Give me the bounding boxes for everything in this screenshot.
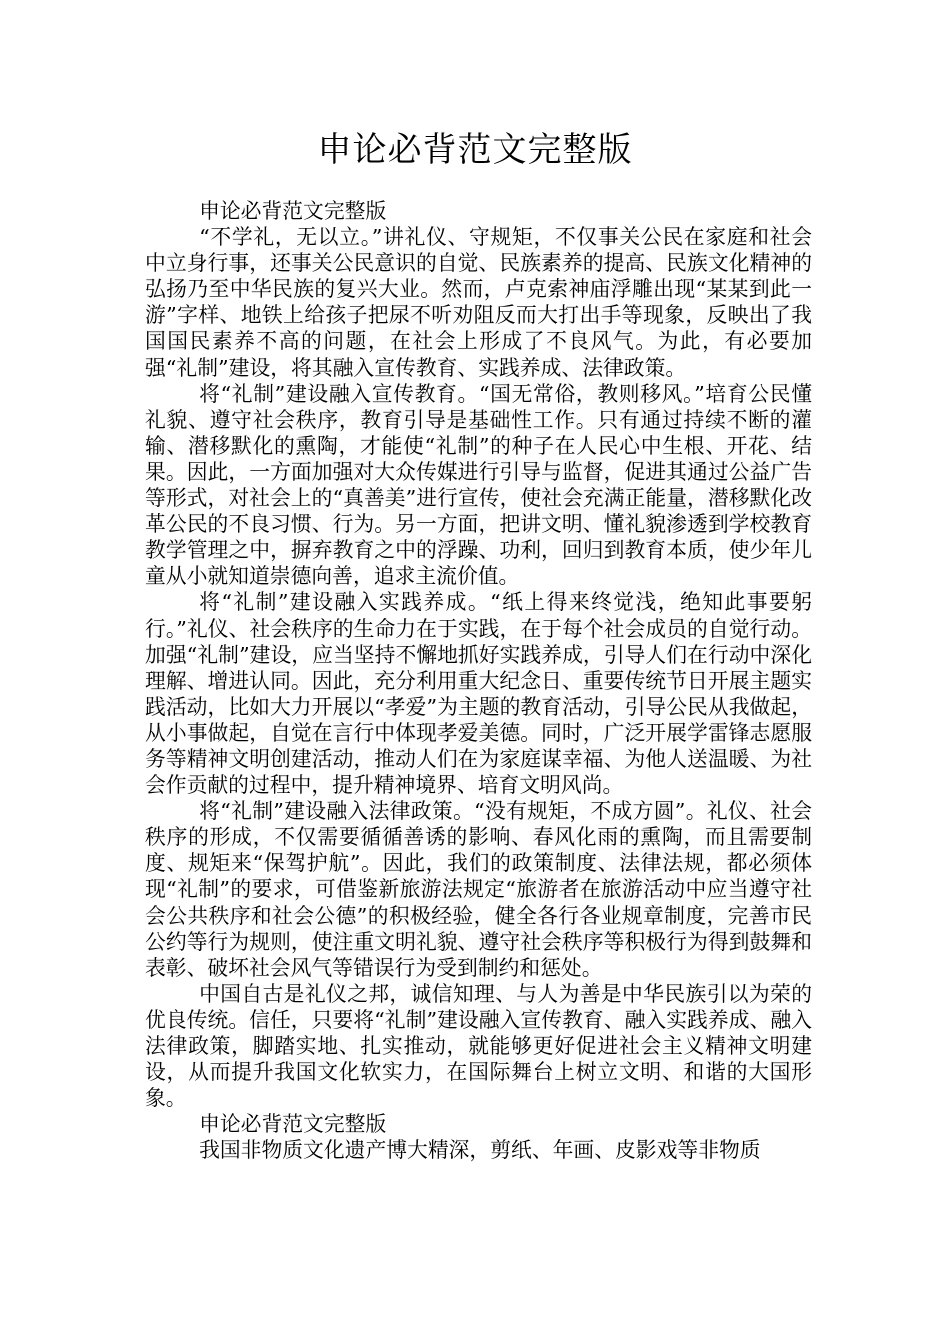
document-title: 申论必背范文完整版 (317, 130, 633, 170)
body-paragraph: 中国自古是礼仪之邦，诚信知理、与人为善是中华民族引以为荣的优良传统。信任，只要将“礼制”建设融入宣传教育、融入实践养成、融入法律政策，脚踏实地、扎实推动，就能够更好促进社会主义精神文明建设，从而提升我国文化软实力，在国际舞台上树立文明、和谐的大国形象。 (145, 981, 812, 1111)
body-paragraph: 将“礼制”建设融入法律政策。“没有规矩，不成方圆”。礼仪、社会秩序的形成，不仅需要循循善诱的影响、春风化雨的熏陶，而且需要制度、规矩来“保驾护航”。因此，我们的政策制度、法律法规，都必须体现“礼制”的要求，可借鉴新旅游法规定“旅游者在旅游活动中应当遵守社会公共秩序和社会公德”的积极经验，健全各行各业规章制度，完善市民公约等行为规则，使注重文明礼貌、遵守社会秩序等积极行为得到鼓舞和表彰、破坏社会风气等错误行为受到制约和惩处。 (145, 799, 812, 980)
subtitle-paragraph: 申论必背范文完整版 (199, 1112, 387, 1137)
body-paragraph: 我国非物质文化遗产博大精深，剪纸、年画、皮影戏等非物质 (199, 1138, 761, 1163)
body-paragraph: “不学礼，无以立。”讲礼仪、守规矩，不仅事关公民在家庭和社会中立身行事，还事关公民意识的自觉、民族素养的提高、民族文化精神的弘扬乃至中华民族的复兴大业。然而，卢克索神庙浮雕出现“某某到此一游”字样、地铁上给孩子把尿不听劝阻反而大打出手等现象，反映出了我国国民素养不高的问题，在社会上形成了不良风气。为此，有必要加强“礼制”建设，将其融入宣传教育、实践养成、法律政策。 (145, 225, 812, 380)
body-paragraph: 将“礼制”建设融入宣传教育。“国无常俗，教则移风。”培育公民懂礼貌、遵守社会秩序，教育引导是基础性工作。只有通过持续不断的灌输、潜移默化的熏陶，才能使“礼制”的种子在人民心中生根、开花、结果。因此，一方面加强对大众传媒进行引导与监督，促进其通过公益广告等形式，对社会上的“真善美”进行宣传，使社会充满正能量，潜移默化改革公民的不良习惯、行为。另一方面，把讲文明、懂礼貌渗透到学校教育教学管理之中，摒弃教育之中的浮躁、功利，回归到教育本质，使少年儿童从小就知道崇德向善，追求主流价值。 (145, 381, 812, 589)
body-paragraph: 将“礼制”建设融入实践养成。“纸上得来终觉浅，绝知此事要躬行。”礼仪、社会秩序的生命力在于实践，在于每个社会成员的自觉行动。加强“礼制”建设，应当坚持不懈地抓好实践养成，引导人们在行动中深化理解、增进认同。因此，充分利用重大纪念日、重要传统节日开展主题实践活动，比如大力开展以“孝爱”为主题的教育活动，引导公民从我做起，从小事做起，自觉在言行中体现孝爱美德。同时，广泛开展学雷锋志愿服务等精神文明创建活动，推动人们在为家庭谋幸福、为他人送温暖、为社会作贡献的过程中，提升精神境界、培育文明风尚。 (145, 590, 812, 798)
subtitle-paragraph: 申论必背范文完整版 (199, 199, 387, 223)
document-body (145, 198, 812, 1163)
